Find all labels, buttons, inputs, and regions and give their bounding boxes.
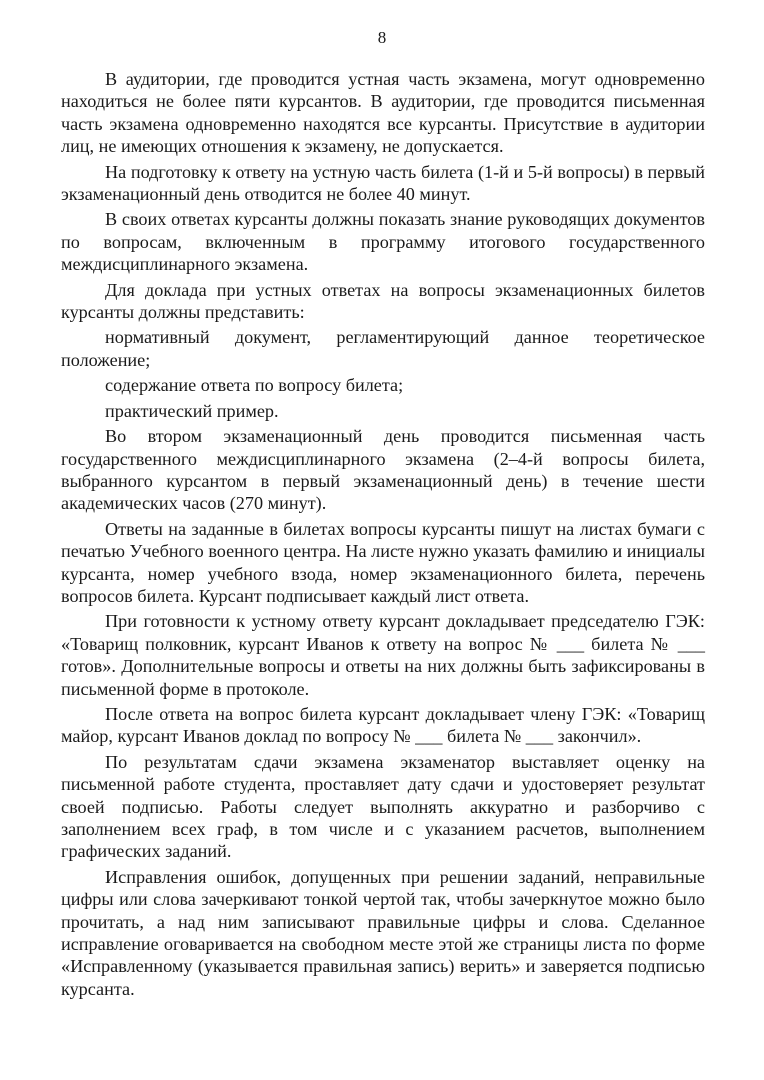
body-text [61,68,705,1000]
page-number: 8 [377,28,387,47]
paragraph-written-part: Во втором экзаменационный день проводится письменная часть государственного междисциплинарного экзамена (2–4-й вопросы билета, выбранного курсантом в первый экзаменационный день) в течение шести академических часов (270 минут). [61,426,705,514]
list-item-normative-document: нормативный документ, регламентирующий данное теоретическое положение; [61,327,705,370]
paragraph-corrections: Исправления ошибок, допущенных при решении заданий, неправильные цифры или слова зачеркивают тонкой чертой так, чтобы зачеркнутое можно было прочитать, а над ним записывают правильные цифры и слова. Сделанное исправление оговаривается на свободном месте этой же страницы листа по форме «Исправленному (указывается правильная запись) верить» и заверяется подписью курсанта. [61,866,705,999]
list-item-practical-example: практический пример. [105,400,279,421]
paragraph-oral-answer-contents: Для доклада при устных ответах на вопросы экзаменационных билетов курсанты должны представить: [61,279,705,323]
list-item-answer-content: содержание ответа по вопросу билета; [105,375,404,396]
paragraph-preparation-time: На подготовку к ответу на устную часть билета (1-й и 5-й вопросы) в первый экзаменационный день отводится не более 40 минут. [61,161,705,205]
paragraph-oral-report: При готовности к устному ответу курсант докладывает председателю ГЭК: «Товарищ полковник, курсант Иванов к ответу на вопрос № ___ билета № ___ готов». Дополнительные вопросы и ответы на них должны быть зафиксированы в письменной форме в протоколе. [61,611,705,699]
paragraph-exam-rooms: В аудитории, где проводится устная часть экзамена, могут одновременно находиться не более пяти курсантов. В аудитории, где проводится письменная часть экзамена одновременно находятся все курсанты. Присутствие в аудитории лиц, не имеющих отношения к экзамену, не допускается. [61,69,705,157]
paragraph-knowledge-requirements: В своих ответах курсанты должны показать знание руководящих документов по вопросам, включенным в программу итогового государственного междисциплинарного экзамена. [61,209,705,275]
paragraph-answer-sheets: Ответы на заданные в билетах вопросы курсанты пишут на листах бумаги с печатью Учебного военного центра. На листе нужно указать фамилию и инициалы курсанта, номер учебного взода, номер экзаменационного билета, перечень вопросов билета. Курсант подписывает каждый лист ответа. [61,518,705,606]
paragraph-after-answer: После ответа на вопрос билета курсант докладывает члену ГЭК: «Товарищ майор, курсант Иванов доклад по вопросу № ___ билета № ___ закончил». [61,703,705,747]
paragraph-grading: По результатам сдачи экзамена экзаменатор выставляет оценку на письменной работе студента, проставляет дату сдачи и удостоверяет результат своей подписью. Работы следует выполнять аккуратно и разборчиво с заполнением всех граф, в том числе и с указанием расчетов, выполнением графических заданий. [61,751,705,862]
